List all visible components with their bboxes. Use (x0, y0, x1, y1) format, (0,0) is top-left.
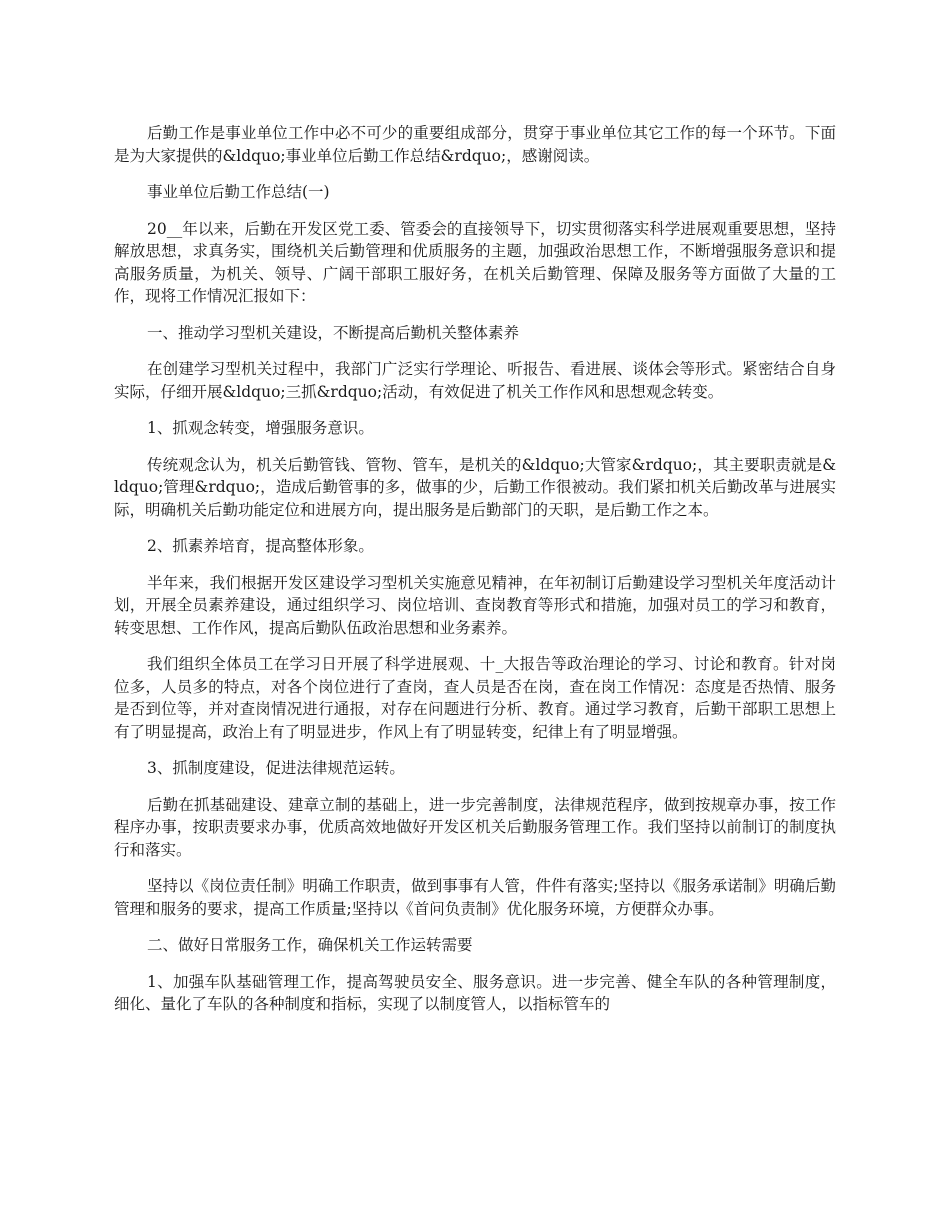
subheading: 1、抓观念转变，增强服务意识。 (147, 419, 374, 437)
body-paragraph: 坚持以《岗位责任制》明确工作职责，做到事事有人管，件件有落实;坚持以《服务承诺制》明确后勤管理和服务的要求，提高工作质量;坚持以《首问负责制》优化服务环境，方便群众办事。 (114, 877, 836, 918)
body-paragraph: 在创建学习型机关过程中，我部门广泛实行学理论、听报告、看进展、谈体会等形式。紧密结合自身实际，仔细开展&ldquo;三抓&rdquo;活动，有效促进了机关工作作风和思想观念转变。 (114, 360, 836, 401)
body-paragraph: 我们组织全体员工在学习日开展了科学进展观、十_大报告等政治理论的学习、讨论和教育。针对岗位多，人员多的特点，对各个岗位进行了查岗，查人员是否在岗，查在岗工作情况：态度是否热情、服务是否到位等，并对查岗情况进行通报，对存在问题进行分析、教育。通过学习教育，后勤干部职工思想上有了明显提高，政治上有了明显进步，作风上有了明显转变，纪律上有了明显增强。 (114, 655, 836, 741)
subheading: 2、抓素养培育，提高整体形象。 (147, 537, 374, 555)
body-paragraph: 20__年以来，后勤在开发区党工委、管委会的直接领导下，切实贯彻落实科学进展观重要思想，坚持解放思想，求真务实，围绕机关后勤管理和优质服务的主题，加强政治思想工作，不断增强服务意识和提高服务质量，为机关、领导、广阔干部职工服好务，在机关后勤管理、保障及服务等方面做了大量的工作，现将工作情况汇报如下： (114, 219, 836, 305)
document-page (114, 122, 836, 1030)
heading-1: 一、推动学习型机关建设，不断提高后勤机关整体素养 (147, 323, 520, 342)
body-paragraph: 1、加强车队基础管理工作，提高驾驶员安全、服务意识。进一步完善、健全车队的各种管理制度，细化、量化了车队的各种制度和指标，实现了以制度管人，以指标管车的 (114, 972, 836, 1013)
heading-2: 二、做好日常服务工作，确保机关工作运转需要 (147, 936, 473, 954)
body-paragraph: 传统观念认为，机关后勤管钱、管物、管车，是机关的&ldquo;大管家&rdquo;，其主要职责就是&ldquo;管理&rdquo;，造成后勤管事的多，做事的少，后勤工作很被动。我们紧扣机关后勤改革与进展实际，明确机关后勤功能定位和进展方向，提出服务是后勤部门的天职，是后勤工作之本。 (114, 455, 836, 519)
body-paragraph: 后勤在抓基础建设、建章立制的基础上，进一步完善制度，法律规范程序，做到按规章办事，按工作程序办事，按职责要求办事，优质高效地做好开发区机关后勤服务管理工作。我们坚持以前制订的制度执行和落实。 (114, 795, 836, 859)
body-paragraph: 半年来，我们根据开发区建设学习型机关实施意见精神，在年初制订后勤建设学习型机关年度活动计划，开展全员素养建设，通过组织学习、岗位培训、查岗教育等形式和措施，加强对员工的学习和教育，转变思想、工作作风，提高后勤队伍政治思想和业务素养。 (114, 573, 836, 637)
subheading: 3、抓制度建设，促进法律规范运转。 (147, 759, 405, 777)
section-title: 事业单位后勤工作总结(一) (147, 183, 330, 201)
intro-paragraph: 后勤工作是事业单位工作中必不可少的重要组成部分，贯穿于事业单位其它工作的每一个环节。下面是为大家提供的&ldquo;事业单位后勤工作总结&rdquo;，感谢阅读。 (114, 124, 836, 165)
